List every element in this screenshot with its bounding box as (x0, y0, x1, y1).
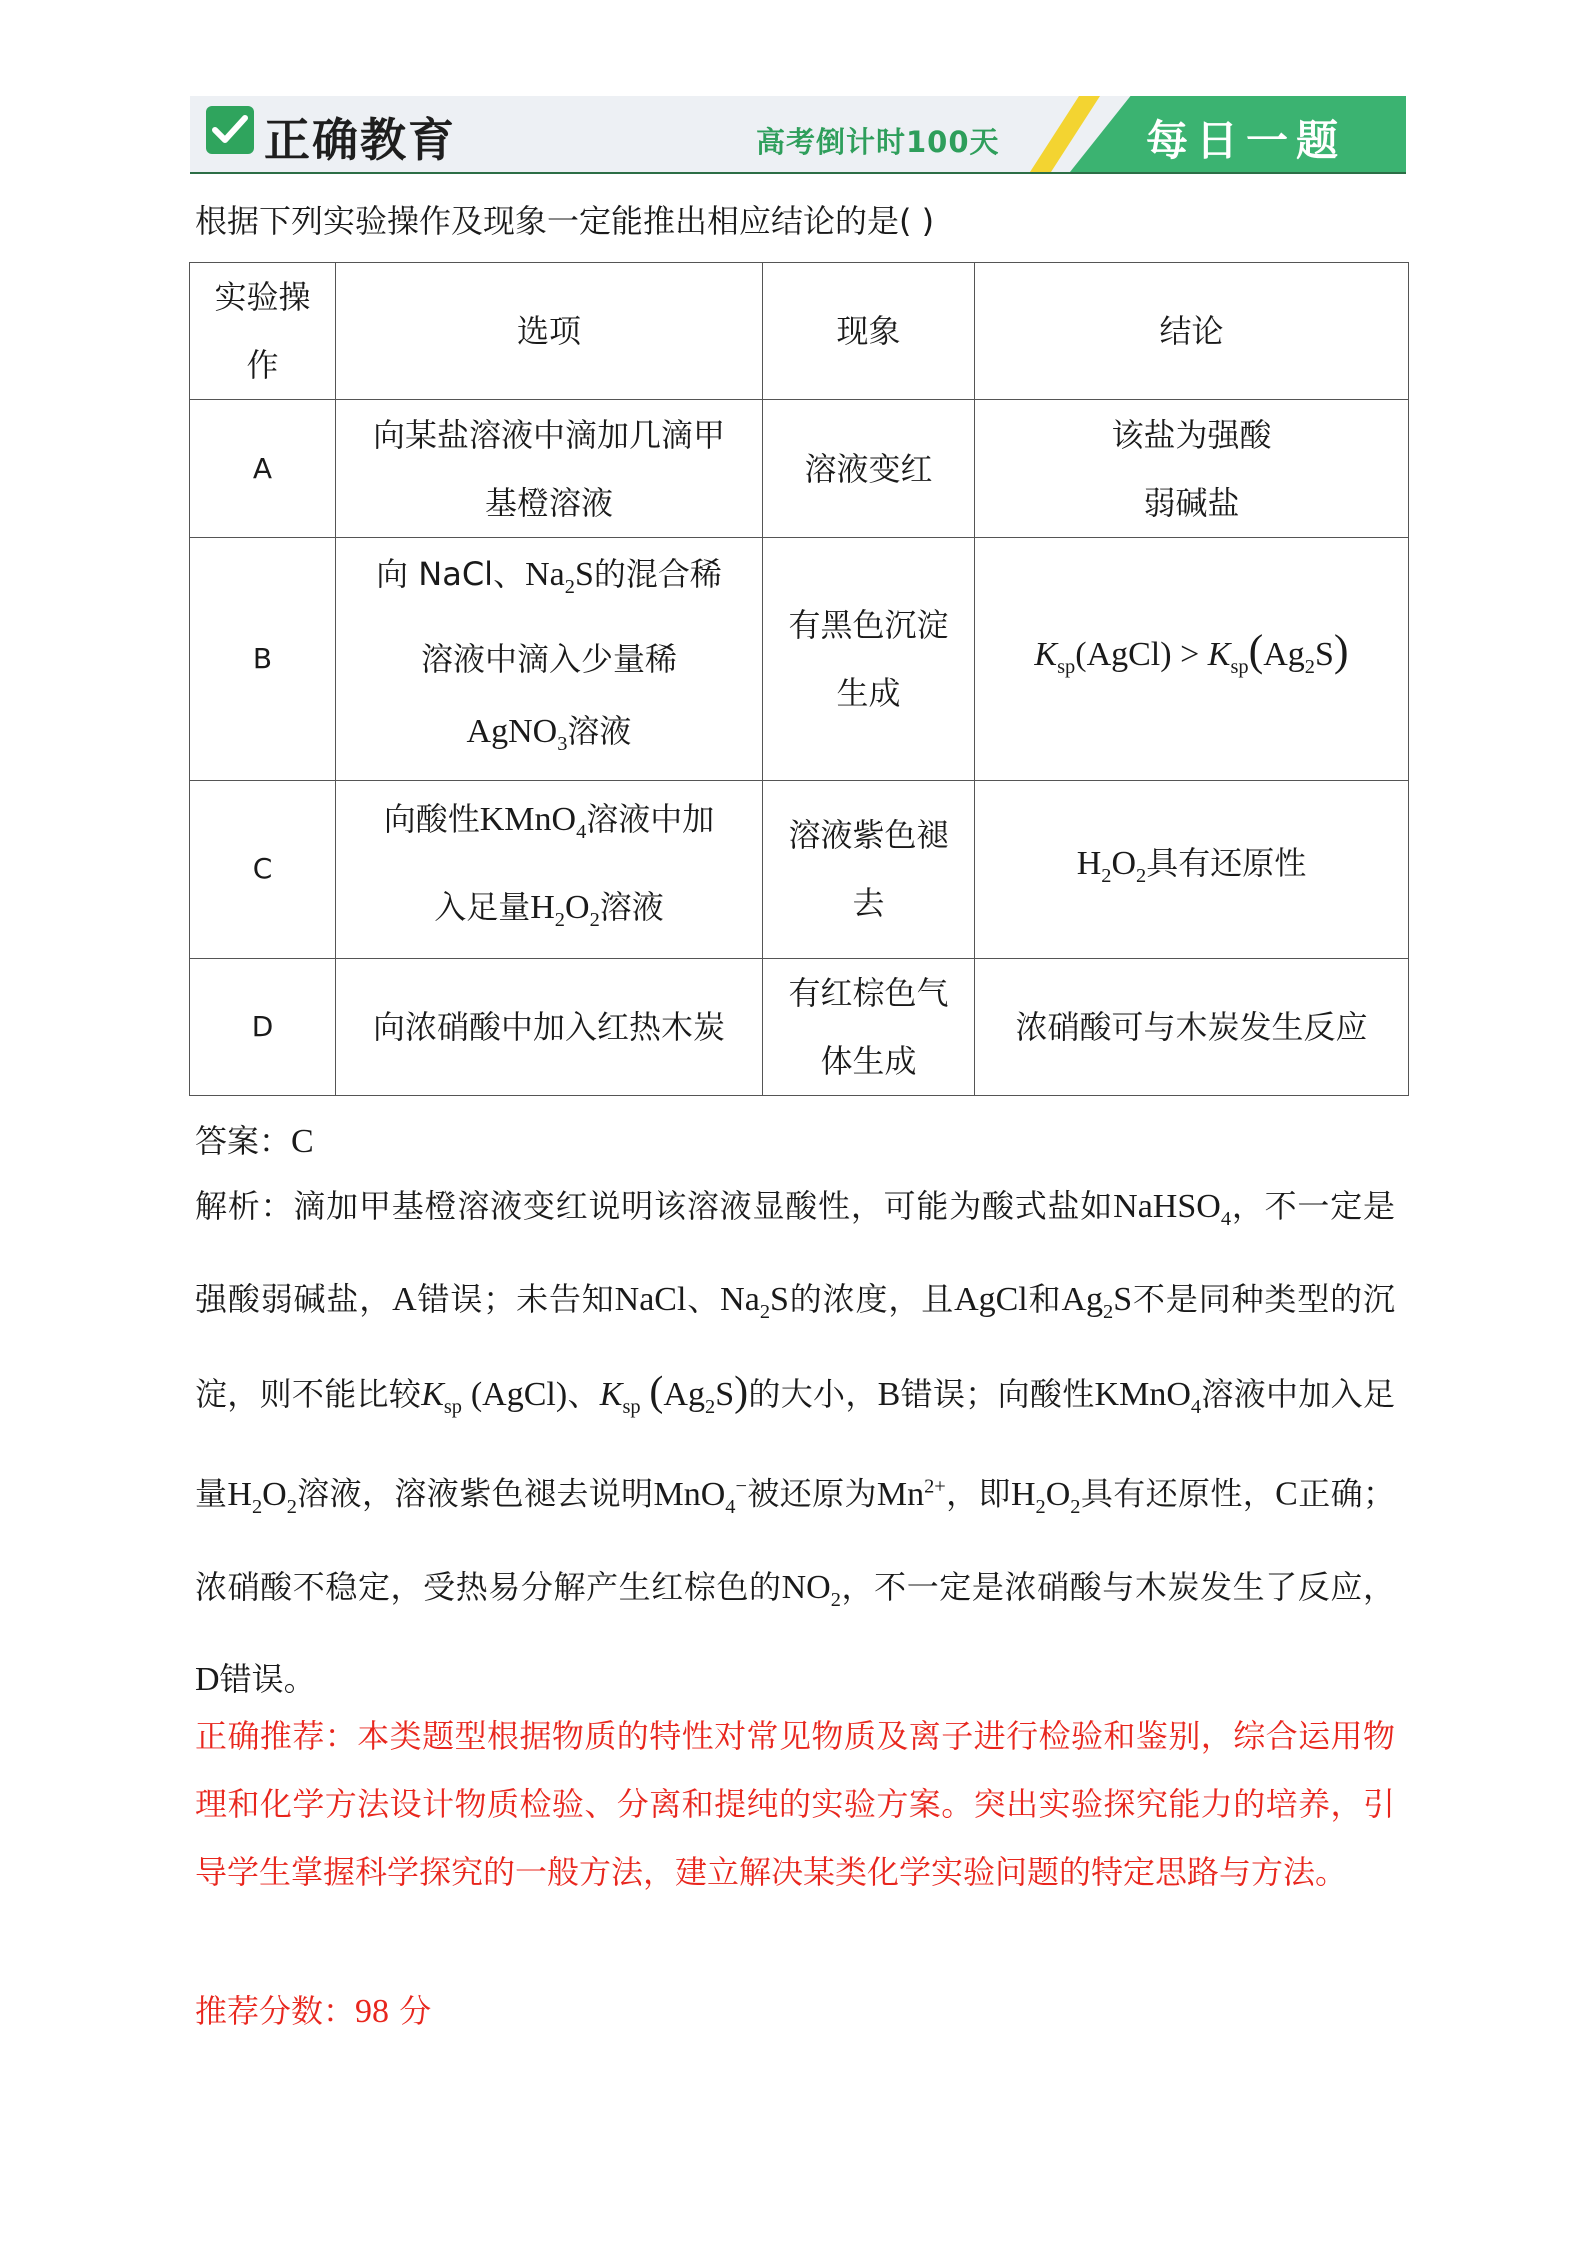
header-phenomenon: 现象 (763, 263, 975, 400)
answer-line: 答案：C (195, 1122, 314, 1160)
formula-na2s: $Na_2S$ (525, 556, 594, 598)
header-divider (190, 172, 1406, 174)
question-stem: 根据下列实验操作及现象一定能推出相应结论的是( ) (195, 202, 935, 240)
row-phenomenon: 溶液紫色褪 去 (763, 780, 975, 959)
row-conclusion: 该盐为强酸 弱碱盐 (975, 400, 1409, 538)
row-option: 向浓硝酸中加入红热木炭 (336, 959, 763, 1096)
row-label: D (190, 959, 336, 1096)
row-label: A (190, 400, 336, 538)
formula-agno3: AgNO$_3$ (466, 712, 568, 755)
header-option: 选项 (336, 263, 763, 400)
recommendation-score: 推荐分数：98 分 (195, 1992, 432, 2030)
formula-h2o2: $H_2O_2$ (1076, 844, 1147, 887)
row-conclusion: $H_2O_2$具有还原性 (975, 780, 1409, 959)
row-option: 向酸性KMnO$_4$溶液中加 入足量$H_2O_2$溶液 (336, 780, 763, 959)
formula-kmno4: KMnO$_4$ (479, 800, 587, 843)
row-conclusion: 浓硝酸可与木炭发生反应 (975, 959, 1409, 1096)
check-icon (206, 106, 254, 154)
recommendation-paragraph: 正确推荐：本类题型根据物质的特性对常见物质及离子进行检验和鉴别，综合运用物理和化学方法设计物质检验、分离和提纯的实验方案。突出实验探究能力的培养，引导学生掌握科学探究的一般方法，建立解决某类化学实验问题的特定思路与方法。 (195, 1717, 1395, 1891)
header-conclusion: 结论 (975, 263, 1409, 400)
row-option: 向 NaCl、$Na_2S$的混合稀 溶液中滴入少量稀 AgNO$_3$溶液 (336, 538, 763, 781)
analysis-paragraph: 解析：滴加甲基橙溶液变红说明该溶液显酸性，可能为酸式盐如NaHSO$_4$，不一定是强酸弱碱盐，A错误；未告知NaCl、$Na_2S$的浓度，且AgCl和$Ag_2S$不是同种类型的沉淀，则不能比较$K_{sp}$ (AgCl)、$K_{sp}$ $(Ag_2S)$的大小，B错误；向酸性KMnO$_4$溶液中加入足量$H_2O_2$溶液，溶液紫色褪去说明MnO$_4$−被还原为$Mn^{2+}$，即$H_2O_2$具有还原性，C正确；浓硝酸不稳定，受热易分解产生红棕色的$NO_2$，不一定是浓硝酸与木炭发生了反应，D错误。 (195, 1187, 1395, 1699)
table-row (190, 780, 1409, 959)
table-row (190, 959, 1409, 1096)
row-label: B (190, 538, 336, 781)
answer-value: C (291, 1123, 314, 1160)
row-phenomenon: 溶液变红 (763, 400, 975, 538)
row-phenomenon: 有红棕色气 体生成 (763, 959, 975, 1096)
table-header-row (190, 263, 1409, 400)
countdown-text: 高考倒计时100天 (756, 125, 1000, 159)
row-conclusion (975, 538, 1409, 781)
row-phenomenon: 有黑色沉淀 生成 (763, 538, 975, 781)
formula-h2o2: $H_2O_2$ (530, 889, 600, 932)
header-operation: 实验操 作 (190, 263, 336, 400)
daily-question-tag: 每日一题 (1146, 116, 1347, 165)
row-label: C (190, 780, 336, 959)
row-option: 向某盐溶液中滴加几滴甲 基橙溶液 (336, 400, 763, 538)
formula-ksp-comparison: $K_{sp}(AgCl) > K_{sp}(Ag_2S)$ (1034, 625, 1349, 678)
brand-name: 正确教育 (264, 113, 456, 167)
table-row (190, 400, 1409, 538)
table-row (190, 538, 1409, 781)
question-table (189, 262, 1409, 1096)
